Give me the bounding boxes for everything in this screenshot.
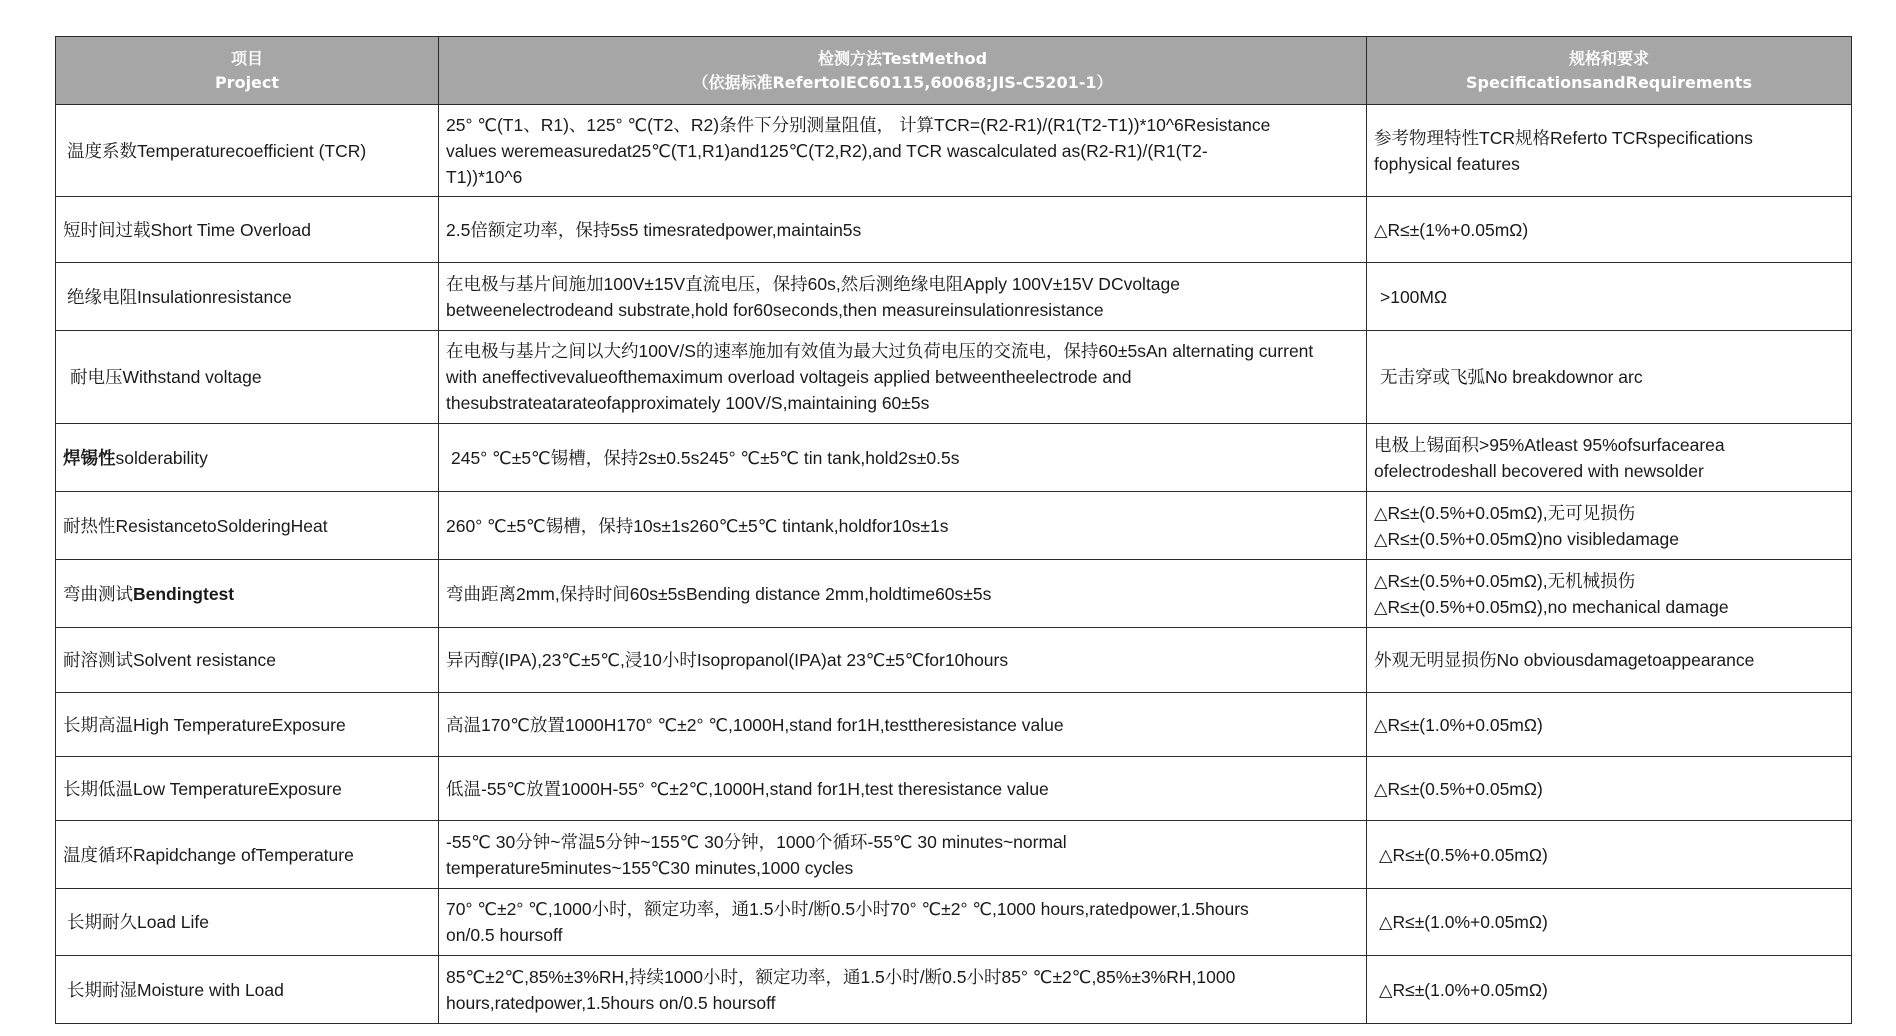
spec-cell	[1367, 105, 1852, 197]
method-line: with aneffectivevalueofthemaximum overload voltageis applied betweentheelectrode and	[446, 367, 1132, 387]
method-line: 85℃±2℃,85%±3%RH,持续1000小时，额定功率，通1.5小时/断0.5小时85° ℃±2℃,85%±3%RH,1000	[446, 966, 1236, 987]
spec-line: 外观无明显损伤No obviousdamagetoappearance	[1374, 650, 1755, 670]
spec-cell	[1367, 889, 1852, 956]
spec-line: △R≤±(1.0%+0.05mΩ)	[1374, 714, 1543, 735]
spec-line: △R≤±(1.0%+0.05mΩ)	[1379, 912, 1548, 932]
spec-line: ofelectrodeshall becovered with newsolder	[1374, 460, 1704, 481]
table-row	[56, 492, 1852, 560]
project-label: 长期低温Low TemperatureExposure	[63, 778, 342, 799]
table-row	[56, 197, 1852, 263]
spec-line: 电极上锡面积>95%Atleast 95%ofsurfacearea	[1374, 434, 1725, 455]
method-cell	[439, 560, 1367, 628]
spec-cell	[1367, 560, 1852, 628]
table-row	[56, 331, 1852, 424]
table-row	[56, 628, 1852, 693]
method-line: 低温-55℃放置1000H-55° ℃±2℃,1000H,stand for1H,test theresistance value	[446, 778, 1049, 799]
header-method-standard: （依据标准RefertoIEC60115,60068;JIS-C5201-1）	[692, 72, 1113, 92]
project-label-bold: Bendingtest	[133, 583, 235, 604]
method-line: thesubstrateatarateofapproximately 100V/S,maintaining 60±5s	[446, 393, 930, 413]
project-cell	[56, 560, 439, 628]
spec-line: △R≤±(0.5%+0.05mΩ),no mechanical damage	[1374, 596, 1729, 617]
header-method-title: 检测方法TestMethod	[817, 48, 988, 68]
method-cell	[439, 424, 1367, 492]
table-row	[56, 956, 1852, 1024]
method-line: 弯曲距离2mm,保持时间60s±5sBending distance 2mm,holdtime60s±5s	[446, 583, 992, 604]
spec-cell	[1367, 628, 1852, 693]
method-line: 25° ℃(T1、R1)、125° ℃(T2、R2)条件下分别测量阻值， 计算TCR=(R2-R1)/(R1(T2-T1))*10^6Resistance	[446, 114, 1271, 135]
table-row	[56, 889, 1852, 956]
test-spec-table	[55, 36, 1852, 1024]
project-label: 长期耐湿Moisture with Load	[67, 979, 284, 1000]
method-cell	[439, 693, 1367, 757]
project-label: 绝缘电阻Insulationresistance	[67, 286, 292, 307]
method-line: 260° ℃±5℃锡槽，保持10s±1s260℃±5℃ tintank,holdfor10s±1s	[446, 515, 949, 536]
method-line: T1))*10^6	[446, 166, 523, 187]
project-cell	[56, 331, 439, 424]
project-label: solderability	[115, 447, 208, 468]
table-row	[56, 560, 1852, 628]
method-cell	[439, 263, 1367, 331]
table-row	[56, 693, 1852, 757]
header-spec	[1367, 37, 1852, 105]
spec-line: △R≤±(1%+0.05mΩ)	[1374, 219, 1529, 240]
method-line: 2.5倍额定功率，保持5s5 timesratedpower,maintain5s	[446, 219, 862, 240]
method-line: 在电极与基片之间以大约100V/S的速率施加有效值为最大过负荷电压的交流电，保持60±5sAn alternating current	[446, 341, 1314, 361]
project-cell	[56, 263, 439, 331]
method-cell	[439, 105, 1367, 197]
spec-cell	[1367, 956, 1852, 1024]
header-project-cn: 项目	[230, 48, 263, 68]
spec-cell	[1367, 424, 1852, 492]
method-line: on/0.5 hoursoff	[446, 925, 563, 945]
header-project	[56, 37, 439, 105]
spec-cell	[1367, 693, 1852, 757]
header-spec-en: SpecificationsandRequirements	[1466, 72, 1752, 92]
project-cell	[56, 424, 439, 492]
project-label: 长期高温High TemperatureExposure	[63, 714, 346, 735]
spec-cell	[1367, 757, 1852, 821]
method-line: betweenelectrodeand substrate,hold for60seconds,then measureinsulationresistance	[446, 299, 1104, 320]
project-label: 耐电压Withstand voltage	[70, 367, 262, 387]
project-label: 温度循环Rapidchange ofTemperature	[63, 844, 354, 865]
table-row	[56, 105, 1852, 197]
project-label-bold: 焊锡性	[63, 447, 116, 468]
method-cell	[439, 331, 1367, 424]
spec-line: △R≤±(0.5%+0.05mΩ),无机械损伤	[1374, 570, 1636, 591]
spec-line: △R≤±(0.5%+0.05mΩ),无可见损伤	[1374, 502, 1636, 523]
spec-line: 无击穿或飞弧No breakdownor arc	[1380, 367, 1643, 387]
method-cell	[439, 821, 1367, 889]
table-row	[56, 757, 1852, 821]
project-label: 短时间过载Short Time Overload	[63, 219, 311, 240]
spec-cell	[1367, 821, 1852, 889]
method-cell	[439, 492, 1367, 560]
spec-line: △R≤±(1.0%+0.05mΩ)	[1379, 979, 1548, 1000]
project-cell	[56, 693, 439, 757]
header-row	[56, 37, 1852, 105]
project-cell	[56, 197, 439, 263]
table-row	[56, 424, 1852, 492]
spec-cell	[1367, 263, 1852, 331]
method-line: temperature5minutes~155℃30 minutes,1000 cycles	[446, 857, 854, 878]
spec-line: △R≤±(0.5%+0.05mΩ)	[1379, 844, 1548, 865]
project-label: 弯曲测试	[63, 583, 133, 604]
method-line: 在电极与基片间施加100V±15V直流电压，保持60s,然后测绝缘电阻Apply 100V±15V DCvoltage	[446, 273, 1181, 294]
project-cell	[56, 956, 439, 1024]
spec-line: fophysical features	[1374, 153, 1520, 174]
method-line: -55℃ 30分钟~常温5分钟~155℃ 30分钟，1000个循环-55℃ 30 minutes~normal	[446, 831, 1067, 852]
project-cell	[56, 757, 439, 821]
method-cell	[439, 628, 1367, 693]
method-line: 异丙醇(IPA),23℃±5℃,浸10小时Isopropanol(IPA)at 23℃±5℃for10hours	[446, 650, 1009, 670]
test-spec-table-container	[55, 36, 1851, 1024]
spec-line: 参考物理特性TCR规格Referto TCRspecifications	[1374, 127, 1753, 148]
method-line: hours,ratedpower,1.5hours on/0.5 hoursoff	[446, 992, 776, 1013]
method-line: values weremeasuredat25℃(T1,R1)and125℃(T2,R2),and TCR wascalculated as(R2-R1)/(R1(T2-	[446, 140, 1208, 161]
spec-cell	[1367, 492, 1852, 560]
project-label: 温度系数Temperaturecoefficient (TCR)	[67, 140, 367, 161]
method-cell	[439, 197, 1367, 263]
method-cell	[439, 889, 1367, 956]
method-line: 高温170℃放置1000H170° ℃±2° ℃,1000H,stand for1H,testtheresistance value	[446, 714, 1064, 735]
method-cell	[439, 956, 1367, 1024]
header-method	[439, 37, 1367, 105]
project-cell	[56, 628, 439, 693]
table-row	[56, 821, 1852, 889]
project-cell	[56, 492, 439, 560]
project-label: 耐溶测试Solvent resistance	[63, 650, 276, 670]
spec-cell	[1367, 197, 1852, 263]
method-line: 245° ℃±5℃锡槽，保持2s±0.5s245° ℃±5℃ tin tank,hold2s±0.5s	[451, 447, 960, 468]
project-label: 长期耐久Load Life	[67, 912, 210, 932]
header-spec-cn: 规格和要求	[1568, 48, 1649, 68]
spec-line: >100MΩ	[1380, 286, 1448, 307]
project-cell	[56, 889, 439, 956]
project-label: 耐热性ResistancetoSolderingHeat	[63, 515, 328, 536]
project-cell	[56, 821, 439, 889]
header-project-en: Project	[214, 72, 280, 92]
method-line: 70° ℃±2° ℃,1000小时，额定功率，通1.5小时/断0.5小时70° ℃±2° ℃,1000 hours,ratedpower,1.5hours	[446, 899, 1249, 919]
spec-line: △R≤±(0.5%+0.05mΩ)no visibledamage	[1374, 528, 1679, 549]
method-cell	[439, 757, 1367, 821]
table-row	[56, 263, 1852, 331]
spec-cell	[1367, 331, 1852, 424]
project-cell	[56, 105, 439, 197]
spec-line: △R≤±(0.5%+0.05mΩ)	[1374, 778, 1543, 799]
